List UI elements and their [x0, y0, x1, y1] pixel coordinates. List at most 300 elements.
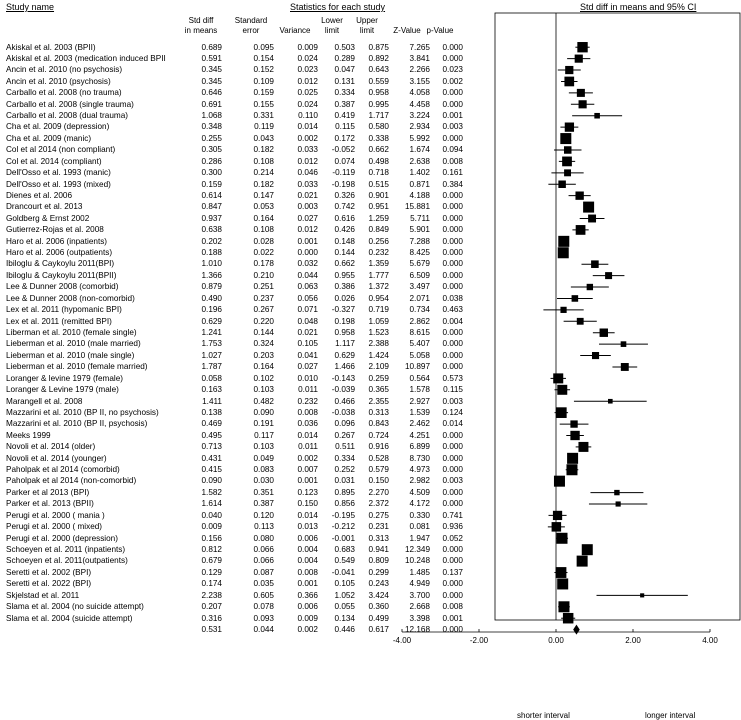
variance-value: 0.041 — [297, 350, 318, 360]
lower-limit-value: -0.195 — [331, 510, 355, 520]
col-header-z-value: Z-Value — [393, 26, 421, 35]
std-diff-value: 1.241 — [201, 328, 222, 337]
lower-limit-value: -0.119 — [332, 168, 355, 178]
upper-limit-value: 1.523 — [368, 328, 389, 337]
p-value: 0.000 — [442, 202, 463, 212]
variance-value: 0.004 — [297, 556, 318, 566]
p-value: 0.052 — [442, 533, 463, 543]
lower-limit-value: 0.334 — [334, 88, 355, 98]
std-diff-value: 0.679 — [201, 556, 222, 566]
z-value: 2.071 — [409, 293, 430, 303]
p-value: 0.936 — [442, 522, 463, 532]
std-error-value: 0.103 — [253, 385, 274, 395]
upper-limit-value: 0.719 — [368, 305, 389, 315]
upper-limit-value: 0.579 — [368, 465, 389, 475]
lower-limit-value: 1.052 — [334, 590, 355, 600]
variance-value: 0.012 — [297, 76, 318, 86]
study-name: Dienes et al. 2006 — [6, 190, 72, 200]
upper-limit-value: 2.372 — [368, 499, 389, 509]
std-error-value: 0.078 — [253, 602, 274, 612]
std-error-value: 0.324 — [253, 339, 274, 349]
std-error-value: 0.066 — [253, 544, 274, 554]
x-tick-label: 2.00 — [625, 636, 641, 645]
upper-limit-value: 1.372 — [368, 282, 389, 292]
z-value: 6.899 — [409, 442, 430, 452]
upper-limit-value: 0.232 — [368, 248, 389, 258]
upper-limit-value: 0.916 — [368, 442, 389, 452]
effect-marker — [587, 284, 593, 290]
z-value: 8.615 — [409, 328, 430, 337]
std-diff-value: 0.159 — [201, 179, 222, 189]
z-value: 1.539 — [409, 407, 430, 417]
variance-value: 0.004 — [297, 544, 318, 554]
z-value: 10.248 — [404, 556, 430, 566]
upper-limit-value: 1.424 — [368, 350, 389, 360]
effect-marker — [558, 236, 569, 247]
z-value: 1.578 — [409, 385, 430, 395]
p-value: 0.001 — [442, 111, 463, 121]
study-name: Akiskal et al. 2003 (BPII) — [6, 42, 96, 52]
p-value: 0.000 — [442, 453, 463, 463]
upper-limit-value: 2.270 — [368, 487, 389, 497]
lower-limit-value: 0.105 — [334, 579, 355, 589]
lower-limit-value: 0.289 — [334, 53, 355, 63]
lower-limit-value: 1.117 — [335, 339, 355, 349]
col-header-lower-limit: Lower limit — [321, 16, 343, 35]
x-tick-label: 0.00 — [548, 636, 564, 645]
study-name: Paholpak et al 2014 (comorbid) — [6, 465, 120, 475]
std-diff-value: 0.646 — [201, 88, 222, 98]
x-tick-label: 4.00 — [702, 636, 718, 645]
p-value: 0.038 — [442, 293, 463, 303]
variance-value: 0.032 — [297, 259, 318, 269]
upper-limit-value: 0.958 — [368, 88, 389, 98]
std-error-value: 0.108 — [253, 225, 274, 235]
summary-std-error-value: 0.044 — [253, 624, 274, 634]
lower-limit-value: 0.131 — [334, 76, 355, 86]
variance-value: 0.014 — [297, 510, 318, 520]
std-error-value: 0.147 — [253, 190, 274, 200]
p-value: 0.000 — [442, 53, 463, 63]
z-value: 2.982 — [409, 476, 430, 486]
effect-marker — [616, 501, 621, 506]
variance-value: 0.008 — [297, 567, 318, 577]
z-value: 1.947 — [409, 533, 430, 543]
lower-limit-value: 1.466 — [334, 362, 355, 372]
std-diff-value: 1.411 — [202, 396, 222, 406]
p-value: 0.008 — [442, 602, 463, 612]
effect-marker — [564, 146, 572, 154]
footer-right-label: longer interval — [645, 711, 696, 720]
variance-value: 0.123 — [297, 487, 318, 497]
variance-value: 0.002 — [297, 133, 318, 143]
std-error-value: 0.178 — [253, 259, 274, 269]
z-value: 2.266 — [409, 65, 430, 75]
upper-limit-value: 0.499 — [368, 613, 389, 623]
z-value: 2.668 — [409, 602, 430, 612]
p-value: 0.002 — [442, 76, 463, 86]
variance-value: 0.006 — [297, 533, 318, 543]
std-diff-value: 0.689 — [201, 42, 222, 52]
std-error-value: 0.087 — [253, 567, 274, 577]
lower-limit-value: -0.198 — [331, 179, 355, 189]
z-value: 4.509 — [409, 487, 430, 497]
p-value: 0.000 — [442, 236, 463, 246]
std-error-value: 0.164 — [253, 213, 274, 223]
lower-limit-value: 0.055 — [334, 602, 355, 612]
std-diff-value: 0.431 — [201, 453, 222, 463]
study-name: Ibiloglu & Caykoylu 2011(BPII) — [6, 270, 117, 280]
study-name: Meeks 1999 — [6, 430, 51, 440]
std-error-value: 0.164 — [253, 362, 274, 372]
variance-value: 0.150 — [297, 499, 318, 509]
z-value: 4.949 — [409, 579, 430, 589]
upper-limit-value: 0.150 — [368, 476, 389, 486]
study-name: Dell'Osso et al. 1993 (mixed) — [6, 179, 111, 189]
std-diff-value: 0.713 — [201, 442, 222, 452]
variance-value: 0.024 — [297, 99, 318, 109]
std-diff-value: 0.196 — [201, 305, 222, 315]
study-name: Seretti et al. 2022 (BPI) — [6, 579, 92, 589]
p-value: 0.000 — [442, 430, 463, 440]
std-diff-value: 0.345 — [201, 65, 222, 75]
p-value: 0.161 — [442, 168, 463, 178]
z-value: 2.462 — [409, 419, 430, 429]
study-name: Lieberman et al. 2010 (female married) — [6, 362, 148, 372]
effect-marker — [577, 89, 585, 97]
std-error-value: 0.090 — [253, 407, 274, 417]
std-diff-value: 1.614 — [201, 499, 222, 509]
upper-limit-value: 1.777 — [368, 270, 389, 280]
lower-limit-value: 0.419 — [334, 111, 355, 121]
z-value: 3.224 — [409, 111, 430, 121]
p-value: 0.001 — [442, 613, 463, 623]
variance-value: 0.046 — [297, 168, 318, 178]
study-name: Liberman et al. 2010 (female single) — [6, 328, 137, 337]
lower-limit-value: 0.074 — [334, 156, 355, 166]
std-error-value: 0.043 — [253, 133, 274, 143]
variance-value: 0.000 — [297, 248, 318, 258]
lower-limit-value: 0.334 — [334, 453, 355, 463]
effect-marker — [583, 202, 594, 213]
p-value: 0.014 — [442, 419, 463, 429]
study-name: Schoeyen et al. 2011 (inpatients) — [6, 544, 126, 554]
std-error-value: 0.267 — [253, 305, 274, 315]
x-tick-label: -2.00 — [469, 636, 489, 645]
z-value: 5.679 — [409, 259, 430, 269]
std-error-value: 0.035 — [253, 579, 274, 589]
z-value: 5.058 — [409, 350, 430, 360]
upper-limit-value: 0.299 — [368, 567, 389, 577]
study-name: Gutierrez-Rojas et al. 2008 — [6, 225, 104, 235]
lower-limit-value: 0.134 — [334, 613, 355, 623]
p-value: 0.008 — [442, 156, 463, 166]
lower-limit-value: -0.039 — [331, 385, 355, 395]
std-error-value: 0.120 — [253, 510, 274, 520]
study-name: Mazzarini et al. 2010 (BP II, no psychosis) — [6, 407, 159, 417]
lower-limit-value: 0.026 — [334, 293, 355, 303]
lower-limit-value: 0.856 — [334, 499, 355, 509]
effect-marker — [557, 578, 568, 589]
effect-marker — [554, 476, 565, 487]
variance-value: 0.036 — [297, 419, 318, 429]
col-header-p-value: p-Value — [426, 26, 454, 35]
variance-value: 0.011 — [298, 442, 318, 452]
z-value: 1.674 — [409, 145, 430, 155]
p-value: 0.000 — [442, 133, 463, 143]
lower-limit-value: 0.958 — [334, 328, 355, 337]
effect-marker — [558, 601, 569, 612]
std-error-value: 0.093 — [253, 613, 274, 623]
effect-marker — [594, 113, 600, 119]
effect-marker — [564, 77, 574, 87]
lower-limit-value: 0.267 — [334, 430, 355, 440]
lower-limit-value: 0.144 — [334, 248, 355, 258]
variance-value: 0.232 — [297, 396, 318, 406]
study-name: Cha et al. 2009 (depression) — [6, 122, 110, 132]
p-value: 0.000 — [442, 282, 463, 292]
variance-value: 0.002 — [297, 453, 318, 463]
std-diff-value: 0.188 — [201, 248, 222, 258]
variance-value: 0.033 — [297, 145, 318, 155]
std-error-value: 0.080 — [253, 533, 274, 543]
std-error-value: 0.108 — [253, 156, 274, 166]
effect-marker — [553, 373, 563, 383]
upper-limit-value: 0.231 — [368, 522, 389, 532]
upper-limit-value: 1.059 — [368, 316, 389, 326]
std-diff-value: 0.058 — [201, 373, 222, 383]
p-value: 0.000 — [442, 350, 463, 360]
std-diff-value: 0.040 — [201, 510, 222, 520]
std-error-value: 0.144 — [253, 328, 274, 337]
plot-frame — [495, 13, 740, 620]
std-error-value: 0.220 — [253, 316, 274, 326]
study-name: Ibiloglu & Caykoylu 2011(BPI) — [6, 259, 115, 269]
lower-limit-value: 0.629 — [334, 350, 355, 360]
effect-marker — [565, 123, 574, 132]
study-name: Col et al. 2014 (compliant) — [6, 156, 102, 166]
std-error-value: 0.182 — [253, 179, 274, 189]
lower-limit-value: -0.143 — [331, 373, 355, 383]
std-diff-value: 0.009 — [201, 522, 222, 532]
lower-limit-value: 0.047 — [334, 65, 355, 75]
summary-z-value: 12.168 — [404, 624, 430, 634]
effect-marker — [621, 363, 629, 371]
variance-value: 0.001 — [297, 579, 318, 589]
study-name: Loranger & levine 1979 (female) — [6, 373, 123, 383]
std-error-value: 0.102 — [253, 373, 274, 383]
p-value: 0.094 — [442, 145, 463, 155]
effect-marker — [577, 318, 584, 325]
lower-limit-value: 0.387 — [334, 99, 355, 109]
variance-value: 0.033 — [297, 179, 318, 189]
std-error-value: 0.182 — [253, 145, 274, 155]
effect-marker — [560, 133, 571, 144]
z-value: 2.934 — [409, 122, 430, 132]
effect-marker — [567, 453, 578, 464]
variance-value: 0.012 — [297, 225, 318, 235]
p-value: 0.000 — [442, 190, 463, 200]
std-error-value: 0.022 — [253, 248, 274, 258]
lower-limit-value: 0.252 — [334, 465, 355, 475]
variance-value: 0.001 — [297, 236, 318, 246]
effect-marker — [556, 407, 567, 418]
upper-limit-value: 1.259 — [368, 213, 389, 223]
lower-limit-value: 0.683 — [334, 544, 355, 554]
effect-marker — [608, 399, 613, 404]
variance-value: 0.014 — [297, 122, 318, 132]
z-value: 12.349 — [404, 544, 430, 554]
upper-limit-value: 0.643 — [368, 65, 389, 75]
std-diff-value: 0.138 — [201, 407, 222, 417]
effect-marker — [570, 420, 577, 427]
study-name: Schoeyen et al. 2011(outpatients) — [6, 556, 128, 566]
variance-value: 0.010 — [297, 373, 318, 383]
p-value: 0.000 — [442, 42, 463, 52]
std-error-value: 0.028 — [253, 236, 274, 246]
upper-limit-value: 0.809 — [368, 556, 389, 566]
upper-limit-value: 0.580 — [368, 122, 389, 132]
variance-value: 0.110 — [298, 111, 318, 121]
lower-limit-value: -0.041 — [331, 567, 355, 577]
study-name: Perugi et al. 2000 ( mania ) — [6, 510, 105, 520]
std-diff-value: 0.348 — [201, 122, 222, 132]
z-value: 1.402 — [409, 168, 430, 178]
study-name: Carballo et al. 2008 (dual trauma) — [6, 111, 128, 121]
variance-value: 0.007 — [297, 465, 318, 475]
std-error-value: 0.083 — [253, 465, 274, 475]
upper-limit-value: 0.901 — [368, 190, 389, 200]
p-value: 0.000 — [442, 213, 463, 223]
lower-limit-value: 0.549 — [334, 556, 355, 566]
z-value: 4.188 — [409, 190, 430, 200]
effect-marker — [605, 272, 612, 279]
study-name: Slama et al. 2004 (no suicide attempt) — [6, 602, 144, 612]
upper-limit-value: 0.515 — [368, 179, 389, 189]
study-name-header: Study name — [6, 2, 55, 12]
lower-limit-value: 0.198 — [334, 316, 355, 326]
std-diff-value: 0.490 — [201, 293, 222, 303]
z-value: 1.485 — [409, 567, 430, 577]
lower-limit-value: -0.052 — [331, 145, 355, 155]
std-diff-value: 0.156 — [201, 533, 222, 543]
z-value: 5.992 — [409, 133, 430, 143]
p-value: 0.000 — [442, 339, 463, 349]
p-value: 0.115 — [443, 385, 463, 395]
effect-marker — [591, 260, 599, 268]
upper-limit-value: 0.528 — [368, 453, 389, 463]
z-value: 3.700 — [409, 590, 430, 600]
z-value: 0.081 — [409, 522, 430, 532]
z-value: 3.155 — [409, 76, 430, 86]
p-value: 0.000 — [442, 328, 463, 337]
effect-marker — [588, 215, 596, 223]
p-value: 0.000 — [442, 248, 463, 258]
upper-limit-value: 0.724 — [368, 430, 389, 440]
upper-limit-value: 0.259 — [368, 373, 389, 383]
variance-value: 0.027 — [297, 213, 318, 223]
std-error-value: 0.191 — [253, 419, 274, 429]
z-value: 7.265 — [409, 42, 430, 52]
study-name: Haro et al. 2006 (inpatients) — [6, 236, 108, 246]
z-value: 4.251 — [409, 430, 430, 440]
summary-std-diff-value: 0.531 — [201, 624, 222, 634]
std-diff-value: 0.174 — [201, 579, 222, 589]
statistics-header: Statistics for each study — [290, 2, 386, 12]
study-name: Slama et al. 2004 (suicide attempt) — [6, 613, 133, 623]
lower-limit-value: -0.327 — [331, 305, 355, 315]
study-name: Goldberg & Ernst 2002 — [6, 213, 90, 223]
std-diff-value: 0.629 — [201, 316, 222, 326]
effect-marker — [566, 464, 577, 475]
z-value: 3.841 — [409, 53, 430, 63]
effect-marker — [553, 511, 562, 520]
study-name: Lieberman et al. 2010 (male married) — [6, 339, 141, 349]
lower-limit-value: -0.001 — [331, 533, 355, 543]
std-diff-value: 0.415 — [201, 465, 222, 475]
z-value: 0.871 — [409, 179, 430, 189]
variance-value: 0.008 — [297, 407, 318, 417]
study-name: Mazzarini et al. 2010 (BP II, psychosis) — [6, 419, 148, 429]
std-error-value: 0.117 — [254, 430, 274, 440]
lower-limit-value: 0.326 — [334, 190, 355, 200]
study-name: Novoli et al. 2014 (younger) — [6, 453, 107, 463]
study-name: Akiskal et al. 2003 (medication induced BPII — [6, 53, 166, 63]
z-value: 10.897 — [404, 362, 430, 372]
lower-limit-value: 0.895 — [334, 487, 355, 497]
lower-limit-value: 0.662 — [334, 259, 355, 269]
z-value: 0.734 — [409, 305, 430, 315]
upper-limit-value: 0.313 — [368, 533, 389, 543]
std-error-value: 0.203 — [253, 350, 274, 360]
upper-limit-value: 2.388 — [368, 339, 389, 349]
study-name: Cha et al. 2009 (manic) — [6, 133, 92, 143]
std-diff-value: 0.469 — [201, 419, 222, 429]
z-value: 4.458 — [409, 99, 430, 109]
effect-marker — [572, 295, 579, 302]
study-name: Carballo et al. 2008 (single trauma) — [6, 99, 134, 109]
z-value: 5.711 — [410, 213, 430, 223]
z-value: 2.927 — [409, 396, 430, 406]
variance-value: 0.009 — [297, 613, 318, 623]
upper-limit-value: 3.424 — [368, 590, 389, 600]
z-value: 2.862 — [409, 316, 430, 326]
col-header-upper-limit: Upper limit — [356, 16, 378, 35]
upper-limit-value: 2.355 — [368, 396, 389, 406]
upper-limit-value: 0.951 — [368, 202, 389, 212]
z-value: 0.564 — [409, 373, 430, 383]
study-name: Seretti et al. 2002 (BPI) — [6, 567, 92, 577]
study-name: Lieberman et al. 2010 (male single) — [6, 350, 135, 360]
p-value: 0.000 — [442, 499, 463, 509]
effect-marker — [576, 225, 586, 235]
std-error-value: 0.351 — [253, 487, 274, 497]
summary-diamond — [573, 625, 580, 635]
lower-limit-value: 0.115 — [335, 122, 355, 132]
std-error-value: 0.331 — [253, 111, 274, 121]
col-header-standard-error: Standard error — [234, 16, 268, 35]
z-value: 4.058 — [409, 88, 430, 98]
effect-marker — [577, 42, 587, 52]
std-diff-value: 0.316 — [201, 613, 222, 623]
effect-marker — [552, 522, 562, 532]
std-diff-value: 1.582 — [201, 487, 222, 497]
z-value: 5.901 — [409, 225, 430, 235]
std-diff-value: 0.163 — [201, 385, 222, 395]
p-value: 0.003 — [442, 396, 463, 406]
variance-value: 0.012 — [297, 156, 318, 166]
std-diff-value: 0.614 — [201, 190, 222, 200]
